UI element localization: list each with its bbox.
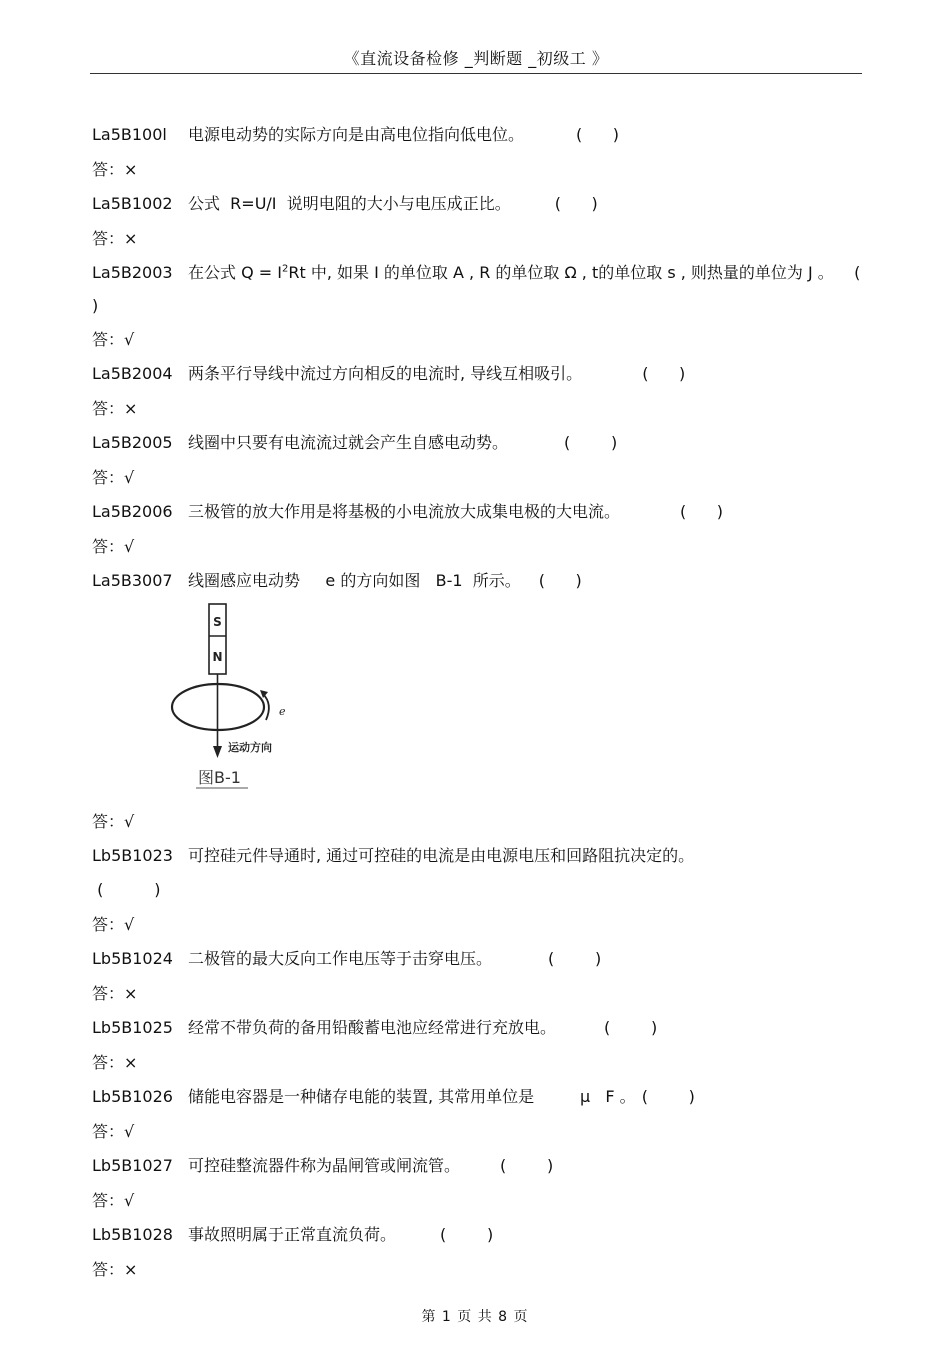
answer-mark: √ [124,915,135,934]
answer-prefix: 答： [92,812,125,831]
answer-bracket: ( ) [440,1225,494,1244]
magnet-coil-diagram [162,598,422,804]
question-code: La5B2004 [92,364,173,383]
question-text: 储能电容器是一种储存电能的装置, 其常用单位是 μ F 。 [188,1087,636,1106]
question-code: La5B100l [92,125,167,144]
answer-bracket: ( ) [564,433,618,452]
emf-e-label: e [279,705,286,718]
question-text: 公式 R=U/I 说明电阻的大小与电压成正比。 [188,194,511,213]
answer-mark: × [124,1260,138,1279]
answer-line [92,907,862,942]
question-item [92,256,862,322]
motion-direction-label: 运动方向 [228,741,272,754]
answer-prefix: 答： [92,1191,125,1210]
motion-arrowhead-icon [213,746,222,758]
answer-mark: √ [124,812,135,831]
answer-prefix: 答： [92,1260,125,1279]
answer-prefix: 答： [92,160,125,179]
answer-mark: × [124,399,138,418]
answer-mark: √ [124,468,135,487]
question-text: 经常不带负荷的备用铅酸蓄电池应经常进行充放电。 [188,1018,557,1037]
page-header-title: 《直流设备检修 _判断题 _初级工 》 [343,49,609,68]
answer-mark: × [124,160,138,179]
answer-bracket: ( ) [604,1018,658,1037]
answer-bracket: ( ) [92,263,861,315]
answer-prefix: 答： [92,984,125,1003]
answer-mark: × [124,1053,138,1072]
question-item [92,1080,862,1114]
question-code: Lb5B1027 [92,1156,173,1175]
answer-line [92,529,862,564]
question-text: 三极管的放大作用是将基极的小电流放大成集电极的大电流。 [188,502,621,521]
question-item [92,426,862,460]
answer-bracket: ( ) [97,880,161,899]
answer-line [92,460,862,495]
superscript-exponent: 2 [281,263,289,275]
answer-prefix: 答： [92,399,125,418]
question-item-bracket-line [92,873,862,907]
answer-mark: × [124,984,138,1003]
question-text: 两条平行导线中流过方向相反的电流时, 导线互相吸引。 [188,364,583,383]
answer-prefix: 答： [92,1053,125,1072]
question-code: Lb5B1025 [92,1018,173,1037]
answer-line [92,1045,862,1080]
question-item [92,942,862,976]
question-code: La5B2003 [92,263,173,282]
question-code: La5B2006 [92,502,173,521]
magnet-s-label: S [213,615,222,629]
question-text: 在公式 Q = I [188,263,282,282]
answer-bracket: ( ) [680,502,724,521]
question-text: 线圈中只要有电流流过就会产生自感电动势。 [188,433,509,452]
answer-line [92,221,862,256]
answer-bracket: ( ) [554,194,598,213]
answer-bracket: ( ) [642,364,686,383]
question-code: La5B3007 [92,571,173,590]
answer-line [92,322,862,357]
question-item [92,357,862,391]
answer-line [92,1183,862,1218]
answer-bracket: ( ) [576,125,620,144]
question-item [92,564,862,598]
question-item [92,118,862,152]
answer-mark: √ [124,537,135,556]
answer-line [92,152,862,187]
answer-prefix: 答： [92,229,125,248]
answer-line [92,976,862,1011]
question-code: Lb5B1023 [92,846,173,865]
question-text: 事故照明属于正常直流负荷。 [188,1225,397,1244]
question-code: La5B1002 [92,194,173,213]
question-text: 二极管的最大反向工作电压等于击穿电压。 [188,949,493,968]
answer-mark: √ [124,1191,135,1210]
question-item [92,1218,862,1252]
question-list [92,118,862,1287]
question-code: Lb5B1028 [92,1225,173,1244]
figure-caption: 图B-1 [198,768,241,787]
answer-line [92,391,862,426]
emf-arrowhead-icon [260,690,268,698]
question-item [92,839,862,873]
answer-bracket: ( ) [641,1087,695,1106]
question-text: 线圈感应电动势 e 的方向如图 B-1 所示。 [188,571,521,590]
header-divider [90,73,862,74]
question-item [92,1149,862,1183]
question-text-continued: Rt 中, 如果 I 的单位取 A , R 的单位取 Ω , t的单位取 s , 则热量的单位为 J 。 [288,263,834,282]
page-number-footer: 第 1 页 共 8 页 [421,1309,529,1325]
figure-b1 [92,598,862,804]
answer-line [92,1114,862,1149]
answer-bracket: ( ) [500,1156,554,1175]
answer-prefix: 答： [92,468,125,487]
answer-prefix: 答： [92,330,125,349]
answer-prefix: 答： [92,537,125,556]
question-code: La5B2005 [92,433,173,452]
question-code: Lb5B1026 [92,1087,173,1106]
answer-mark: × [124,229,138,248]
answer-line [92,1252,862,1287]
answer-bracket: ( ) [538,571,582,590]
question-item [92,495,862,529]
question-item [92,187,862,221]
question-text: 可控硅整流器件称为晶闸管或闸流管。 [188,1156,461,1175]
answer-mark: √ [124,1122,135,1141]
answer-prefix: 答： [92,915,125,934]
answer-prefix: 答： [92,1122,125,1141]
magnet-n-label: N [212,650,223,664]
answer-line [92,804,862,839]
question-text: 可控硅元件导通时, 通过可控硅的电流是由电源电压和回路阻抗决定的。 [188,846,695,865]
question-text: 电源电动势的实际方向是由高电位指向低电位。 [188,125,525,144]
answer-bracket: ( ) [548,949,602,968]
question-code: Lb5B1024 [92,949,173,968]
answer-mark: √ [124,330,135,349]
question-item [92,1011,862,1045]
